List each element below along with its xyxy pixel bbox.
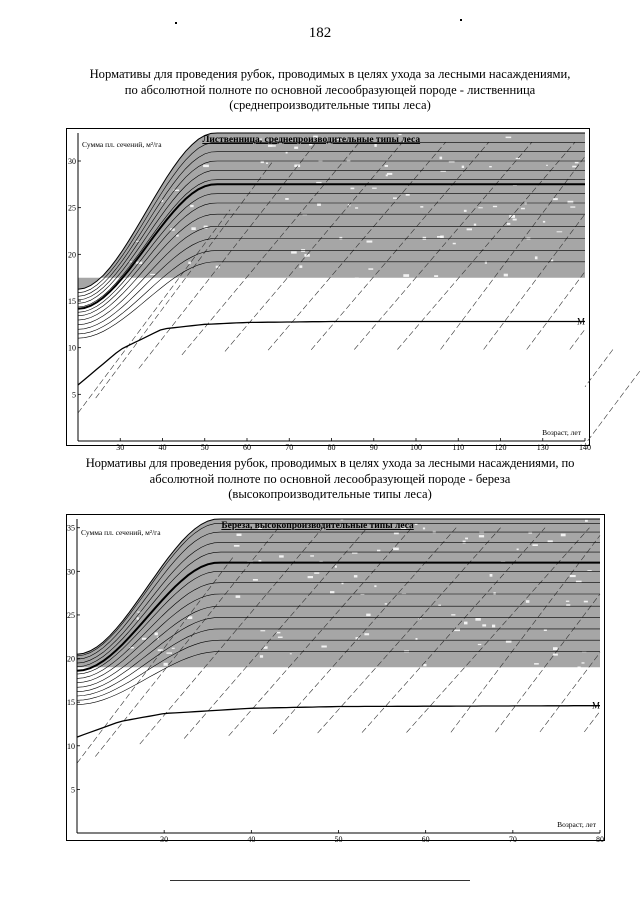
y-axis-label: Сумма пл. сечений, м²/га — [81, 528, 161, 537]
zone-speckle — [393, 548, 399, 551]
y-tick-label: 5 — [72, 390, 76, 400]
chart-larch — [66, 128, 591, 452]
x-tick-label: 70 — [285, 443, 294, 452]
zone-speckle — [308, 576, 313, 578]
zone-speckle — [364, 633, 369, 635]
x-tick-label: 110 — [452, 443, 465, 452]
zone-speckle — [572, 166, 576, 168]
x-tick-label: 30 — [116, 443, 125, 452]
zone-speckle — [513, 219, 517, 221]
diagonal-guide — [585, 350, 640, 445]
zone-speckle — [575, 162, 579, 164]
zone-speckle — [517, 549, 519, 551]
zone-speckle — [290, 653, 292, 654]
zone-speckle — [142, 638, 147, 640]
bottom-rule — [170, 880, 470, 881]
y-tick-label: 10 — [68, 343, 76, 353]
zone-speckle — [506, 137, 512, 139]
caption-line: (среднепроизводительные типы леса) — [229, 98, 431, 112]
caption-larch — [40, 67, 620, 114]
y-tick-label: 35 — [67, 523, 75, 533]
zone-speckle — [582, 662, 585, 663]
zone-speckle — [584, 601, 588, 603]
x-tick-label: 40 — [158, 443, 167, 452]
x-axis-label: Возраст, лет — [557, 820, 596, 829]
zone-speckle — [462, 166, 464, 168]
zone-speckle — [355, 207, 358, 208]
zone-speckle — [423, 528, 425, 530]
y-tick-label: 30 — [67, 567, 75, 577]
zone-speckle — [475, 618, 480, 621]
page-number: 182 — [308, 25, 332, 41]
x-tick-label: 130 — [536, 443, 549, 452]
zone-speckle — [474, 224, 476, 226]
zone-speckle — [570, 206, 575, 207]
zone-speckle — [188, 262, 190, 265]
zone-speckle — [190, 205, 193, 207]
zone-speckle — [403, 274, 409, 277]
zone-speckle — [493, 592, 495, 595]
chart-birch — [66, 514, 605, 844]
minimum-curve — [77, 706, 600, 737]
zone-speckle — [526, 600, 530, 603]
zone-speckle — [394, 532, 399, 534]
zone-speckle — [464, 210, 467, 212]
zone-speckle — [507, 223, 510, 225]
y-tick-label: 10 — [67, 741, 75, 751]
zone-speckle — [294, 147, 298, 149]
zone-speckle — [172, 648, 175, 649]
zone-speckle — [490, 574, 493, 577]
zone-speckle — [546, 165, 548, 166]
zone-speckle — [268, 145, 273, 147]
zone-speckle — [368, 268, 373, 270]
zone-speckle — [266, 163, 268, 164]
zone-speckle — [237, 534, 242, 536]
zone-speckle — [310, 555, 314, 556]
zone-speckle — [521, 208, 525, 210]
chart-birch-plot — [67, 515, 604, 844]
chart-title: Лиственница, среднепроизводительные типы леса — [202, 135, 421, 145]
x-tick-label: 60 — [243, 443, 251, 452]
zone-speckle — [434, 275, 438, 277]
caption-birch — [40, 456, 620, 503]
zone-speckle — [285, 198, 289, 200]
zone-speckle — [440, 157, 443, 160]
y-tick-label: 25 — [67, 610, 75, 620]
y-tick-label: 5 — [71, 785, 75, 795]
zone-speckle — [330, 591, 334, 593]
diagonal-guide — [570, 329, 585, 349]
zone-speckle — [385, 603, 387, 604]
chart-larch-plot — [67, 129, 591, 452]
zone-speckle — [366, 614, 370, 617]
x-tick-label: 90 — [369, 443, 378, 452]
zone-speckle — [532, 544, 538, 546]
zone-speckle — [557, 231, 563, 232]
zone-speckle — [566, 601, 569, 602]
zone-speckle — [504, 274, 508, 277]
zone-speckle — [150, 274, 155, 275]
zone-speckle — [367, 241, 373, 243]
zone-speckle — [467, 228, 472, 230]
zone-speckle — [479, 535, 484, 537]
zone-speckle — [478, 644, 482, 645]
zone-speckle — [578, 667, 581, 670]
y-axis-label: Сумма пл. сечений, м²/га — [82, 140, 162, 149]
minimum-curve — [78, 322, 585, 386]
caption-line: (высокопроизводительные типы леса) — [228, 487, 432, 501]
zone-speckle — [553, 654, 558, 656]
zone-speckle — [440, 236, 444, 239]
zone-speckle — [570, 575, 576, 577]
zone-speckle — [489, 166, 492, 167]
zone-speckle — [314, 572, 319, 573]
x-tick-label: 70 — [508, 835, 517, 844]
minimum-curve-label: М — [592, 700, 601, 711]
zone-speckle — [339, 237, 342, 239]
zone-speckle — [260, 630, 265, 631]
zone-speckle — [585, 520, 588, 522]
zone-speckle — [553, 647, 558, 650]
diagonal-guide — [585, 350, 613, 387]
scan-speck — [460, 19, 462, 21]
caption-line: Нормативы для проведения рубок, проводимых в целях ухода за лесными насаждениями, по — [85, 456, 575, 470]
zone-speckle — [385, 165, 388, 167]
chart-title: Береза, высокопроизводительные типы леса — [221, 521, 414, 531]
diagonal-guide — [527, 272, 585, 350]
minimum-curve-label: М — [577, 316, 586, 327]
x-tick-label: 60 — [421, 835, 430, 844]
zone-speckle — [355, 278, 359, 280]
zone-speckle — [137, 617, 139, 620]
caption-line: Нормативы для проведения рубок, проводимых в целях ухода за лесными насаждениями, — [89, 67, 571, 81]
zone-speckle — [551, 260, 554, 262]
zone-speckle — [420, 206, 423, 208]
zone-speckle — [234, 545, 240, 547]
zone-speckle — [372, 188, 377, 189]
zone-speckle — [451, 614, 455, 615]
zone-speckle — [321, 646, 326, 648]
zone-speckle — [273, 145, 276, 147]
zone-speckle — [548, 540, 553, 542]
zone-speckle — [464, 622, 468, 625]
zone-speckle — [191, 227, 195, 230]
zone-speckle — [516, 158, 520, 159]
regulated-zone-band — [78, 133, 585, 289]
zone-speckle — [438, 605, 441, 606]
zone-speckle — [561, 534, 566, 537]
caption-line: абсолютной полноте по основной лесообразующей породе - береза — [149, 471, 511, 486]
zone-speckle — [492, 625, 495, 628]
zone-speckle — [299, 265, 302, 268]
zone-speckle — [335, 566, 337, 568]
zone-speckle — [543, 221, 545, 223]
x-tick-label: 140 — [579, 443, 591, 452]
zone-speckle — [354, 575, 358, 577]
zone-speckle — [485, 261, 487, 264]
x-tick-label: 40 — [247, 835, 256, 844]
zone-speckle — [534, 663, 539, 665]
y-tick-label: 30 — [68, 157, 76, 166]
zone-speckle — [253, 579, 258, 581]
zone-speckle — [342, 582, 344, 584]
zone-speckle — [166, 652, 172, 653]
x-tick-label: 100 — [410, 443, 422, 452]
zone-speckle — [260, 655, 263, 658]
zone-speckle — [351, 188, 355, 190]
zone-speckle — [566, 604, 570, 606]
zone-speckle — [482, 624, 486, 626]
zone-speckle — [423, 664, 426, 666]
zone-speckle — [279, 555, 284, 557]
zone-speckle — [393, 197, 397, 199]
zone-speckle — [553, 198, 558, 200]
diagonal-guide — [584, 711, 600, 732]
zone-speckle — [493, 206, 497, 207]
x-tick-label: 50 — [200, 443, 209, 452]
zone-speckle — [236, 595, 241, 598]
zone-speckle — [164, 663, 168, 666]
y-tick-label: 20 — [68, 250, 76, 260]
zone-speckle — [544, 629, 547, 631]
x-tick-label: 80 — [327, 443, 336, 452]
zone-speckle — [155, 632, 158, 635]
x-axis-label: Возраст, лет — [542, 428, 581, 437]
y-tick-label: 20 — [67, 654, 75, 664]
zone-speckle — [291, 251, 297, 253]
zone-speckle — [317, 203, 321, 206]
zone-speckle — [374, 585, 376, 587]
x-tick-label: 30 — [160, 835, 169, 844]
x-tick-label: 50 — [334, 835, 343, 844]
zone-speckle — [478, 207, 483, 208]
x-tick-label: 80 — [596, 835, 604, 844]
zone-speckle — [535, 256, 538, 259]
caption-line: по абсолютной полноте по основной лесообразующей породе - лиственница — [124, 82, 536, 97]
x-tick-label: 120 — [494, 443, 507, 452]
y-tick-label: 15 — [67, 698, 75, 708]
zone-speckle — [387, 173, 392, 175]
zone-speckle — [465, 538, 468, 540]
zone-speckle — [278, 637, 283, 639]
y-tick-label: 25 — [68, 203, 76, 213]
zone-speckle — [453, 243, 456, 245]
zone-speckle — [377, 550, 380, 552]
zone-speckle — [441, 171, 446, 172]
zone-speckle — [203, 165, 209, 168]
zone-speckle — [463, 541, 466, 544]
y-tick-label: 15 — [68, 297, 76, 306]
scan-speck — [175, 22, 177, 24]
